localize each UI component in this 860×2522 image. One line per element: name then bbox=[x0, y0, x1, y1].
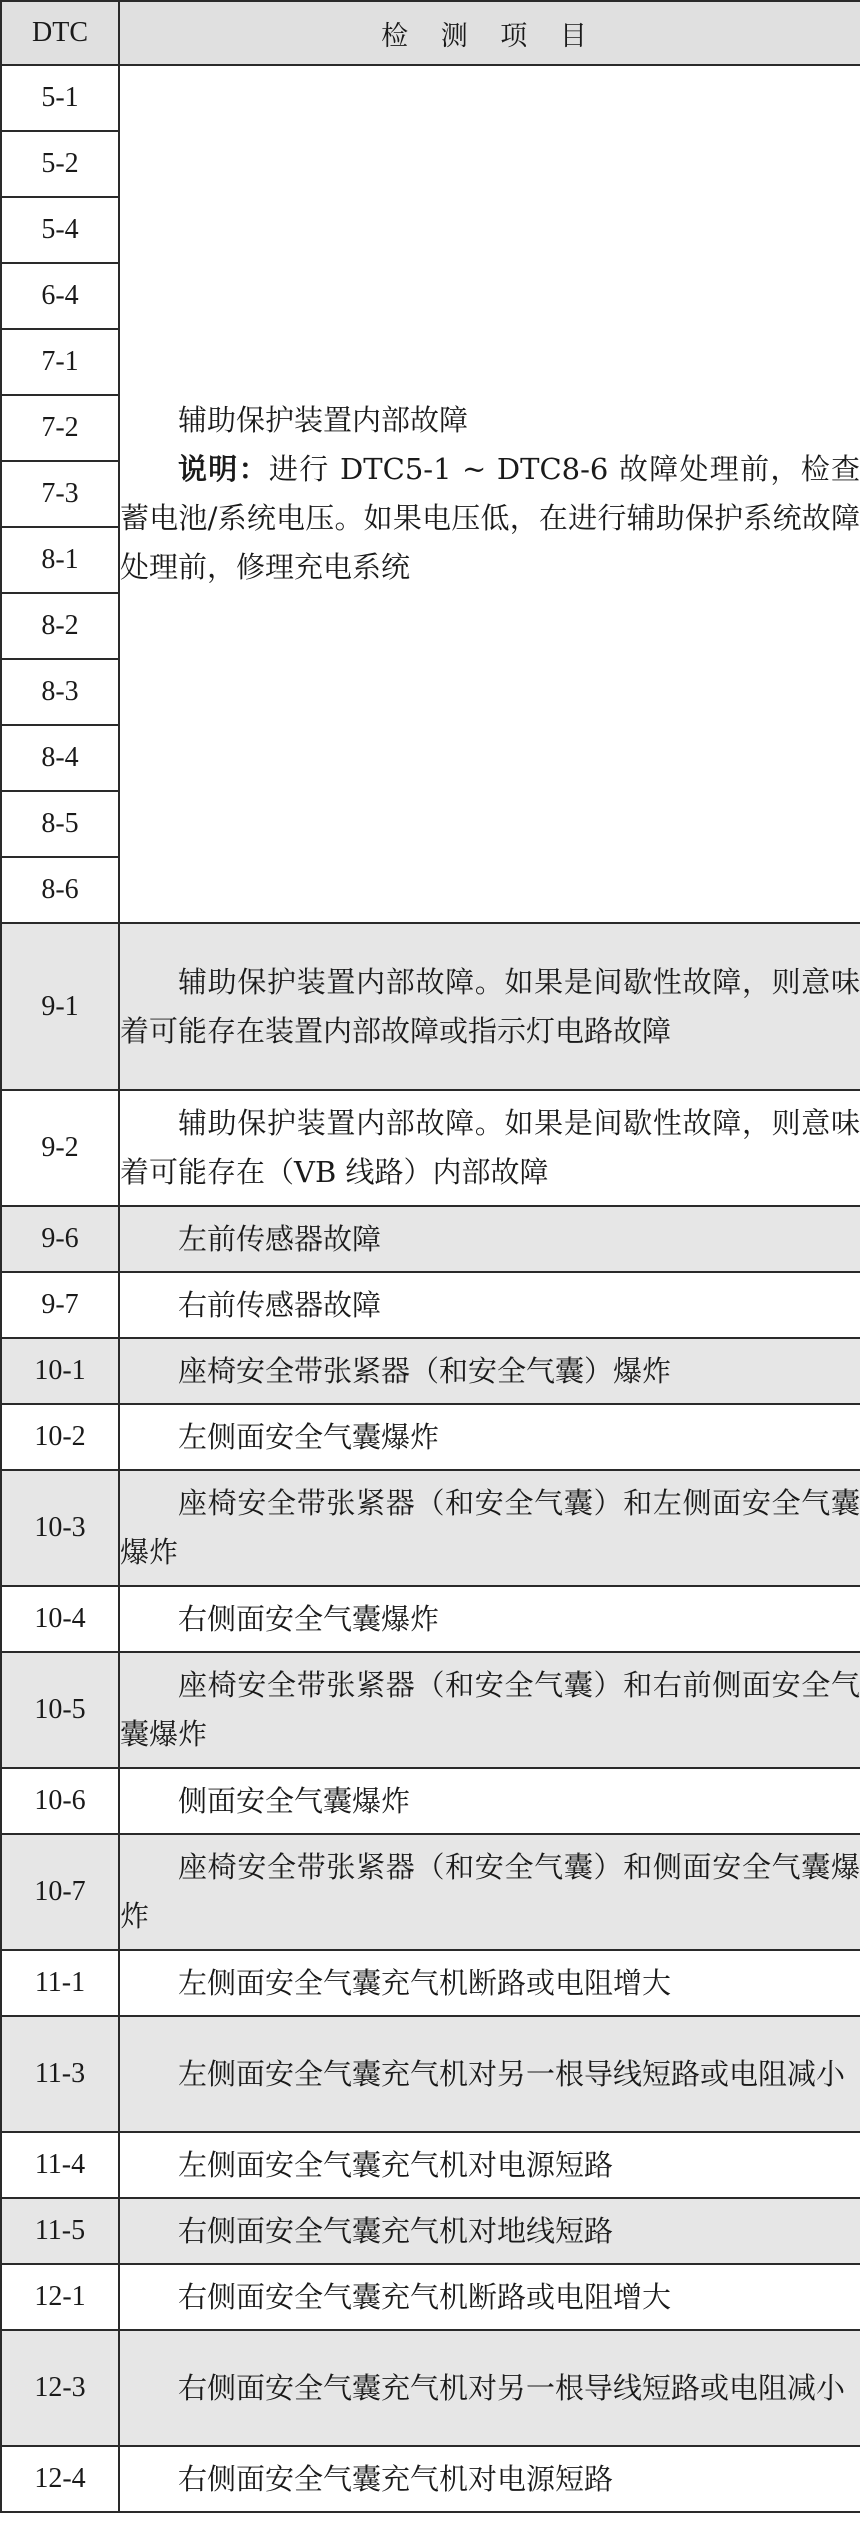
table-row bbox=[1, 1768, 860, 1834]
dtc-code: 10-4 bbox=[1, 1586, 119, 1652]
table-row bbox=[1, 2198, 860, 2264]
note-paragraph bbox=[120, 445, 860, 592]
dtc-code: 12-3 bbox=[1, 2330, 119, 2446]
dtc-description: 左侧面安全气囊充气机对电源短路 bbox=[119, 2132, 860, 2198]
dtc-description: 座椅安全带张紧器（和安全气囊）和左侧面安全气囊爆炸 bbox=[119, 1470, 860, 1586]
table-row bbox=[1, 1586, 860, 1652]
dtc-description: 右侧面安全气囊充气机对另一根导线短路或电阻减小 bbox=[119, 2330, 860, 2446]
dtc-code: 10-3 bbox=[1, 1470, 119, 1586]
dtc-description: 右侧面安全气囊爆炸 bbox=[119, 1586, 860, 1652]
dtc-description: 座椅安全带张紧器（和安全气囊）爆炸 bbox=[119, 1338, 860, 1404]
table-row bbox=[1, 1272, 860, 1338]
dtc-code: 8-5 bbox=[1, 791, 119, 857]
dtc-code: 10-6 bbox=[1, 1768, 119, 1834]
dtc-description: 右前传感器故障 bbox=[119, 1272, 860, 1338]
dtc-code: 12-1 bbox=[1, 2264, 119, 2330]
table-row bbox=[1, 65, 860, 131]
table-row bbox=[1, 2446, 860, 2512]
dtc-code: 9-6 bbox=[1, 1206, 119, 1272]
dtc-code: 10-7 bbox=[1, 1834, 119, 1950]
dtc-code: 8-6 bbox=[1, 857, 119, 923]
table-row bbox=[1, 2132, 860, 2198]
dtc-code: 11-5 bbox=[1, 2198, 119, 2264]
table-row bbox=[1, 1834, 860, 1950]
table-row bbox=[1, 2264, 860, 2330]
dtc-description: 右侧面安全气囊充气机对地线短路 bbox=[119, 2198, 860, 2264]
dtc-code: 9-7 bbox=[1, 1272, 119, 1338]
merged-title: 辅助保护装置内部故障 bbox=[178, 403, 469, 437]
dtc-code: 5-2 bbox=[1, 131, 119, 197]
dtc-description: 右侧面安全气囊充气机对电源短路 bbox=[119, 2446, 860, 2512]
dtc-code: 6-4 bbox=[1, 263, 119, 329]
table-row bbox=[1, 1404, 860, 1470]
table-row bbox=[1, 2016, 860, 2132]
dtc-description: 左侧面安全气囊充气机对另一根导线短路或电阻减小 bbox=[119, 2016, 860, 2132]
dtc-code: 8-1 bbox=[1, 527, 119, 593]
table-row bbox=[1, 923, 860, 1090]
dtc-description: 座椅安全带张紧器（和安全气囊）和侧面安全气囊爆炸 bbox=[119, 1834, 860, 1950]
table-row bbox=[1, 1090, 860, 1206]
table-row bbox=[1, 1338, 860, 1404]
table-row bbox=[1, 1206, 860, 1272]
dtc-code: 10-5 bbox=[1, 1652, 119, 1768]
table-row bbox=[1, 2330, 860, 2446]
dtc-description: 座椅安全带张紧器（和安全气囊）和右前侧面安全气囊爆炸 bbox=[119, 1652, 860, 1768]
dtc-code: 9-2 bbox=[1, 1090, 119, 1206]
table-row bbox=[1, 1652, 860, 1768]
dtc-code: 10-1 bbox=[1, 1338, 119, 1404]
dtc-code: 7-3 bbox=[1, 461, 119, 527]
note-label: 说明： bbox=[178, 452, 269, 486]
dtc-column-header: DTC bbox=[1, 1, 119, 65]
dtc-code: 12-4 bbox=[1, 2446, 119, 2512]
header-row bbox=[1, 1, 860, 65]
dtc-description: 左前传感器故障 bbox=[119, 1206, 860, 1272]
dtc-code: 10-2 bbox=[1, 1404, 119, 1470]
note-text: 进行 DTC5-1 ~ DTC8-6 故障处理前，检查蓄电池/系统电压。如果电压低，在进行辅助保护系统故障处理前，修理充电系统 bbox=[120, 452, 860, 584]
dtc-code: 8-2 bbox=[1, 593, 119, 659]
dtc-description: 左侧面安全气囊充气机断路或电阻增大 bbox=[119, 1950, 860, 2016]
dtc-code: 8-3 bbox=[1, 659, 119, 725]
dtc-code: 5-4 bbox=[1, 197, 119, 263]
dtc-code: 7-2 bbox=[1, 395, 119, 461]
dtc-description: 辅助保护装置内部故障。如果是间歇性故障，则意味着可能存在（VB 线路）内部故障 bbox=[119, 1090, 860, 1206]
item-column-header: 检 测 项 目 bbox=[119, 1, 860, 65]
dtc-description: 侧面安全气囊爆炸 bbox=[119, 1768, 860, 1834]
dtc-code: 9-1 bbox=[1, 923, 119, 1090]
dtc-code: 7-1 bbox=[1, 329, 119, 395]
dtc-code: 11-3 bbox=[1, 2016, 119, 2132]
dtc-code: 8-4 bbox=[1, 725, 119, 791]
dtc-description: 右侧面安全气囊充气机断路或电阻增大 bbox=[119, 2264, 860, 2330]
dtc-description: 左侧面安全气囊爆炸 bbox=[119, 1404, 860, 1470]
dtc-code: 11-1 bbox=[1, 1950, 119, 2016]
table-row bbox=[1, 1950, 860, 2016]
dtc-code: 11-4 bbox=[1, 2132, 119, 2198]
merged-description bbox=[119, 65, 860, 923]
dtc-code: 5-1 bbox=[1, 65, 119, 131]
table-row bbox=[1, 1470, 860, 1586]
dtc-description: 辅助保护装置内部故障。如果是间歇性故障，则意味着可能存在装置内部故障或指示灯电路故障 bbox=[119, 923, 860, 1090]
